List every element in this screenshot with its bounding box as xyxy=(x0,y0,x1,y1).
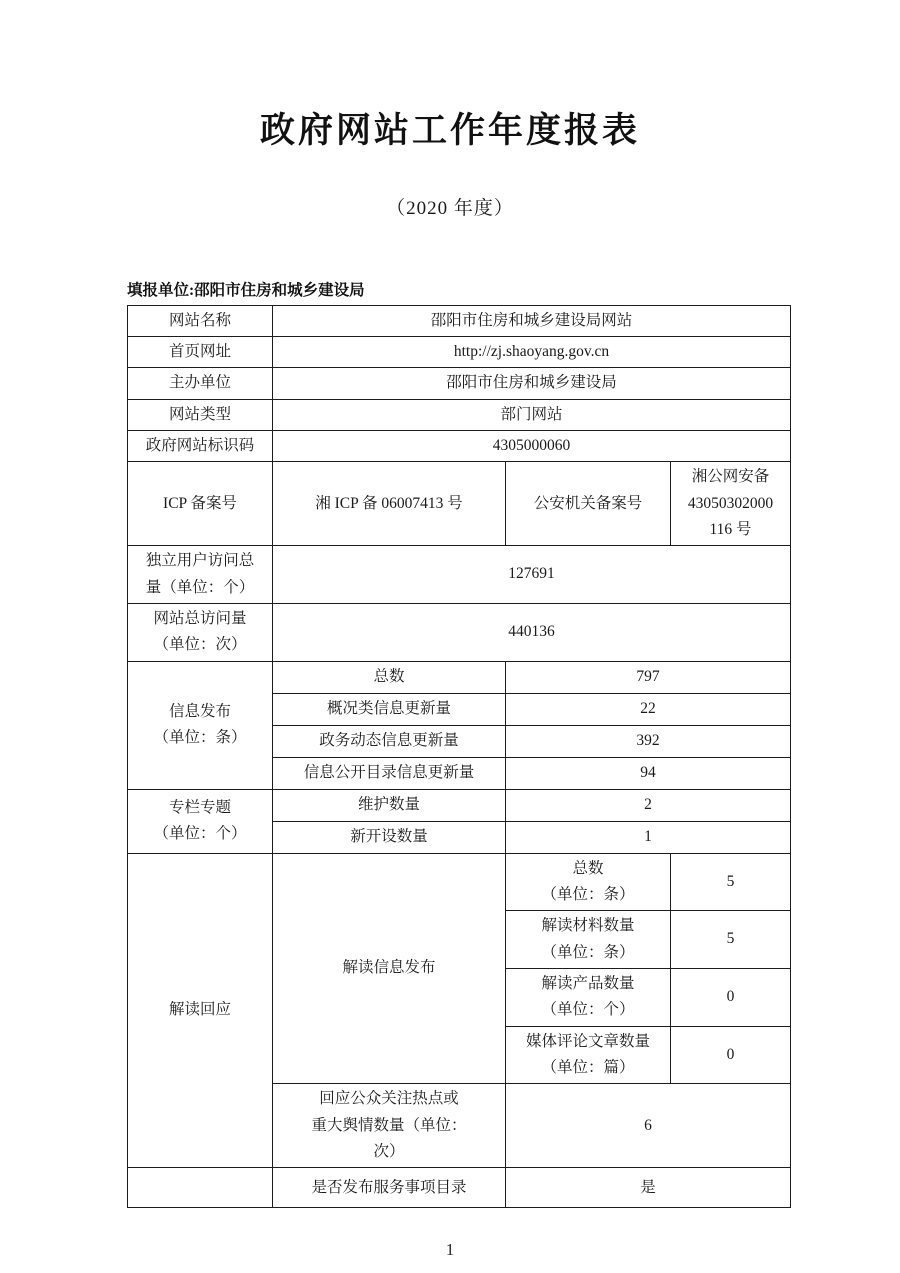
total-visits-value: 440136 xyxy=(273,603,791,661)
site-name-value: 邵阳市住房和城乡建设局网站 xyxy=(273,305,791,336)
row-special-maintained xyxy=(128,789,791,821)
site-id-code-value: 4305000060 xyxy=(273,430,791,461)
interp-media-articles-value: 0 xyxy=(671,1026,791,1084)
page-number: 1 xyxy=(445,1240,455,1260)
row-info-publish-total xyxy=(128,661,791,693)
info-overview-label: 概况类信息更新量 xyxy=(273,693,506,725)
special-maintained-label: 维护数量 xyxy=(273,789,506,821)
interp-total-label: 总数 （单位：条） xyxy=(506,853,671,911)
interp-total-value: 5 xyxy=(671,853,791,911)
service-directory-label: 是否发布服务事项目录 xyxy=(273,1168,506,1208)
row-total-visits xyxy=(128,603,791,661)
annual-report-table xyxy=(127,305,791,1209)
info-overview-value: 22 xyxy=(506,693,791,725)
info-total-label: 总数 xyxy=(273,661,506,693)
info-publish-group-label: 信息发布 （单位：条） xyxy=(128,661,273,789)
special-columns-group-label: 专栏专题 （单位：个） xyxy=(128,789,273,853)
host-unit-value: 邵阳市住房和城乡建设局 xyxy=(273,368,791,399)
special-maintained-value: 2 xyxy=(506,789,791,821)
interp-materials-label: 解读材料数量 （单位：条） xyxy=(506,911,671,969)
page-subtitle: （2020 年度） xyxy=(386,197,514,219)
unique-visitors-label: 独立用户访问总 量（单位：个） xyxy=(128,546,273,604)
info-gov-news-label: 政务动态信息更新量 xyxy=(273,725,506,757)
interp-materials-value: 5 xyxy=(671,911,791,969)
host-unit-label: 主办单位 xyxy=(128,368,273,399)
interp-products-value: 0 xyxy=(671,969,791,1027)
icp-filing-label: ICP 备案号 xyxy=(128,462,273,546)
reporting-unit-label: 填报单位:邵阳市住房和城乡建设局 xyxy=(127,281,365,299)
special-new-value: 1 xyxy=(506,821,791,853)
row-unique-visitors xyxy=(128,546,791,604)
unique-visitors-value: 127691 xyxy=(273,546,791,604)
special-new-label: 新开设数量 xyxy=(273,821,506,853)
police-filing-value: 湘公网安备 43050302000 116 号 xyxy=(671,462,791,546)
homepage-url-label: 首页网址 xyxy=(128,336,273,367)
homepage-url-value: http://zj.shaoyang.gov.cn xyxy=(273,336,791,367)
info-gov-news-value: 392 xyxy=(506,725,791,757)
site-type-label: 网站类型 xyxy=(128,399,273,430)
row-site-name xyxy=(128,305,791,336)
row-icp-filing xyxy=(128,462,791,546)
site-name-label: 网站名称 xyxy=(128,305,273,336)
page-title: 政府网站工作年度报表 xyxy=(259,111,640,150)
police-filing-label: 公安机关备案号 xyxy=(506,462,671,546)
interp-products-label: 解读产品数量 （单位：个） xyxy=(506,969,671,1027)
info-directory-label: 信息公开目录信息更新量 xyxy=(273,757,506,789)
site-id-code-label: 政府网站标识码 xyxy=(128,430,273,461)
public-response-label: 回应公众关注热点或 重大舆情数量（单位： 次） xyxy=(273,1084,506,1168)
row-site-id-code xyxy=(128,430,791,461)
interpretation-publish-label: 解读信息发布 xyxy=(273,853,506,1084)
info-directory-value: 94 xyxy=(506,757,791,789)
icp-filing-value: 湘 ICP 备 06007413 号 xyxy=(273,462,506,546)
row-service-directory xyxy=(128,1168,791,1208)
total-visits-label: 网站总访问量 （单位：次） xyxy=(128,603,273,661)
row-homepage-url xyxy=(128,336,791,367)
service-directory-group-cell xyxy=(128,1168,273,1208)
row-site-type xyxy=(128,399,791,430)
row-interp-total xyxy=(128,853,791,911)
site-type-value: 部门网站 xyxy=(273,399,791,430)
info-total-value: 797 xyxy=(506,661,791,693)
interp-media-articles-label: 媒体评论文章数量 （单位：篇） xyxy=(506,1026,671,1084)
interpretation-group-label: 解读回应 xyxy=(128,853,273,1168)
public-response-value: 6 xyxy=(506,1084,791,1168)
row-host-unit xyxy=(128,368,791,399)
service-directory-value: 是 xyxy=(506,1168,791,1208)
